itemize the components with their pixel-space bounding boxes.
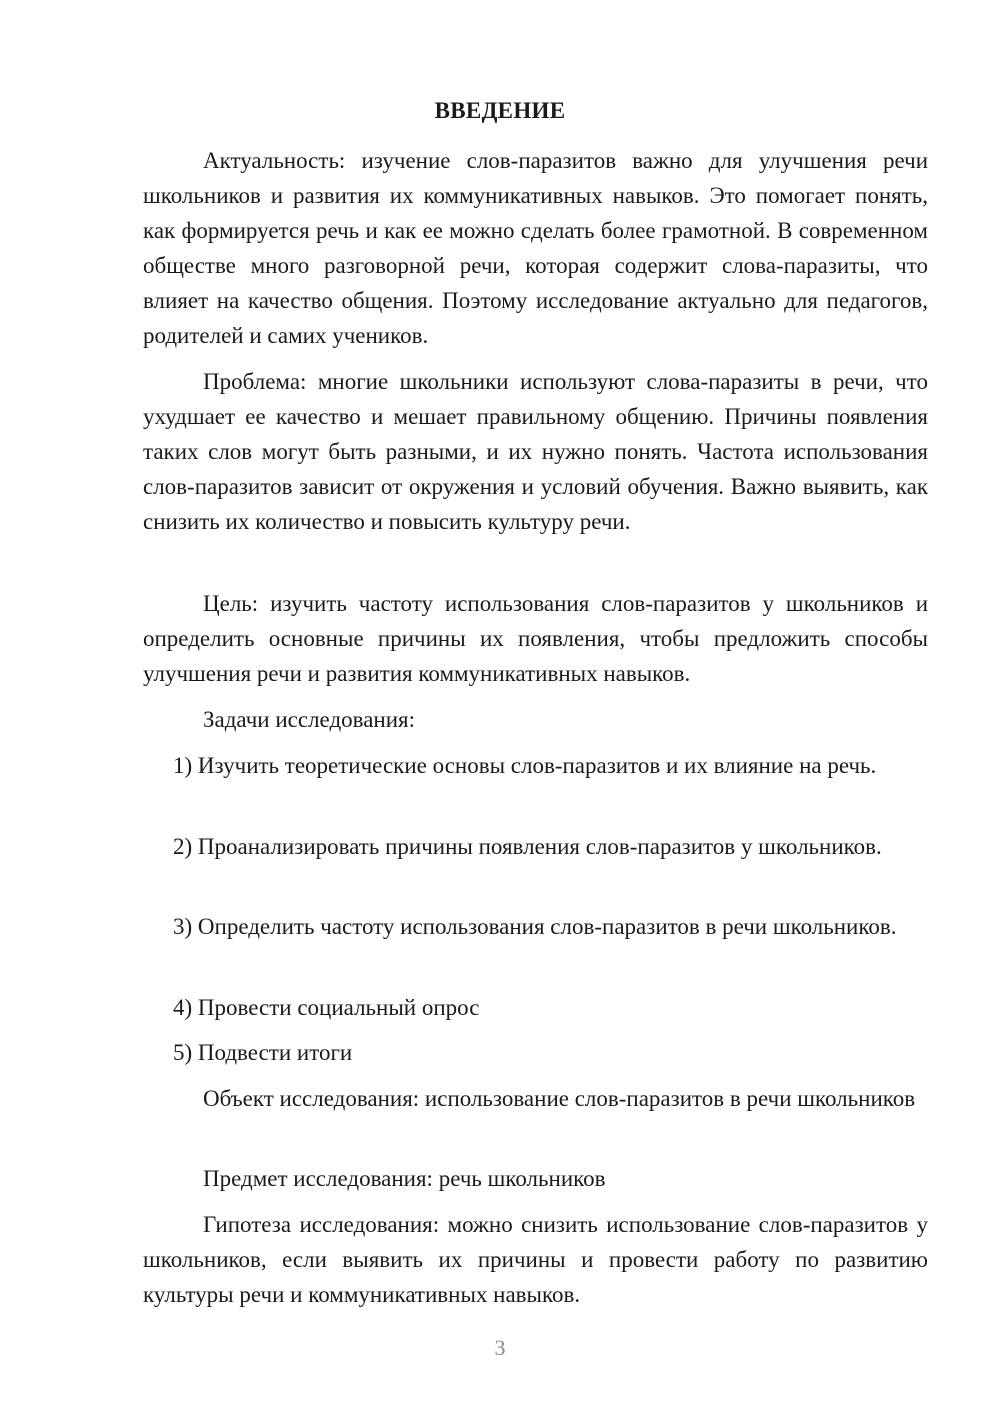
task-item-4: 4) Провести социальный опрос [173,995,480,1020]
page-title: ВВЕДЕНИЕ [434,98,566,123]
task-item-1: 1) Изучить теоретические основы слов-паразитов и их влияние на речь. [173,753,877,778]
paragraph-subject: Предмет исследования: речь школьников [203,1166,606,1191]
task-item-5: 5) Подвести итоги [173,1040,353,1065]
paragraph-object: Объект исследования: использование слов-паразитов в речи школьников [203,1086,916,1111]
paragraph-hypothesis: Гипотеза исследования: можно снизить использование слов-паразитов у школьников, если выявить их причины и провести работу по развитию культуры речи и коммуникативных навыков. [143,1212,928,1307]
task-item-2: 2) Проанализировать причины появления слов-паразитов у школьников. [173,834,882,859]
paragraph-goal: Цель: изучить частоту использования слов-паразитов у школьников и определить основные причины их появления, чтобы предложить способы улучшения речи и развития коммуникативных навыков. [143,591,928,686]
tasks-heading: Задачи исследования: [203,707,416,732]
paragraph-relevance: Актуальность: изучение слов-паразитов важно для улучшения речи школьников и развития их коммуникативных навыков. Это помогает понять, как формируется речь и как ее можно сделать более грамотной. В современном обществе много разговорной речи, которая содержит слова-паразиты, что влияет на качество общения. Поэтому исследование актуально для педагогов, родителей и самих учеников. [143,148,928,348]
page-number: 3 [494,1335,506,1360]
paragraph-problem: Проблема: многие школьники используют слова-паразиты в речи, что ухудшает ее качество и мешает правильному общению. Причины появления таких слов могут быть разными, и их нужно понять. Частота использования слов-паразитов зависит от окружения и условий обучения. Важно выявить, как снизить их количество и повысить культуру речи. [143,369,928,534]
task-item-3: 3) Определить частоту использования слов-паразитов в речи школьников. [173,914,897,939]
